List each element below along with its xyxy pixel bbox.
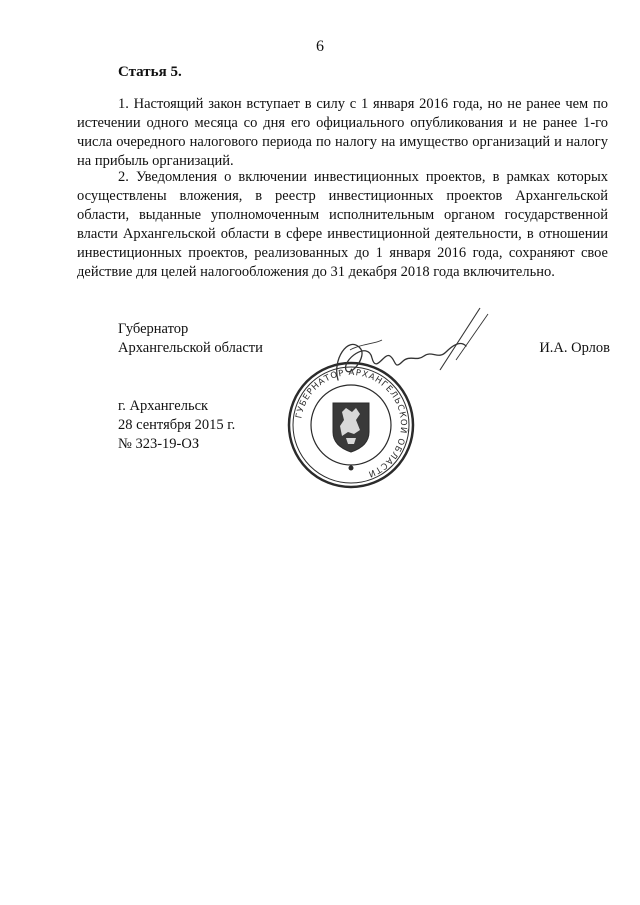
article-paragraph-2: 2. Уведомления о включении инвестиционных проектов, в рамках которых осуществлены вложения, в реестр инвестиционных проектов Архангельской области, выданные уполномоченным исполнительным органом государственной власти Архангельской области в сфере инвестиционной деятельности, в отношении инвестиционных проектов, реализованных до 1 января 2016 года, сохраняют свое действие для целей налогообложения до 31 декабря 2018 года включительно. [77,169,608,280]
signatory-position-line1: Губернатор [118,321,189,337]
signing-date: 28 сентября 2015 г. [118,417,236,433]
article-title: Статья 5. [118,64,182,80]
signatory-name: И.А. Орлов [539,340,610,356]
article-paragraph-1: 1. Настоящий закон вступает в силу с 1 января 2016 года, но не ранее чем по истечении одного месяца со дня его официального опубликования и не ранее 1-го числа очередного налогового периода по налогу на имущество организаций и налогу на прибыль организаций. [77,96,608,169]
signatory-position-line2: Архангельской области [118,340,263,356]
signatory-position [118,320,263,358]
law-number: № 323-19-ОЗ [118,436,200,452]
handwritten-signature [320,300,500,395]
seal-ring-text: ГУБЕРНАТОР АРХАНГЕЛЬСКОЙ ОБЛАСТИ [294,367,409,479]
place-date-block [118,397,235,454]
city: г. Архангельск [118,398,209,414]
page-number: 6 [316,38,324,55]
